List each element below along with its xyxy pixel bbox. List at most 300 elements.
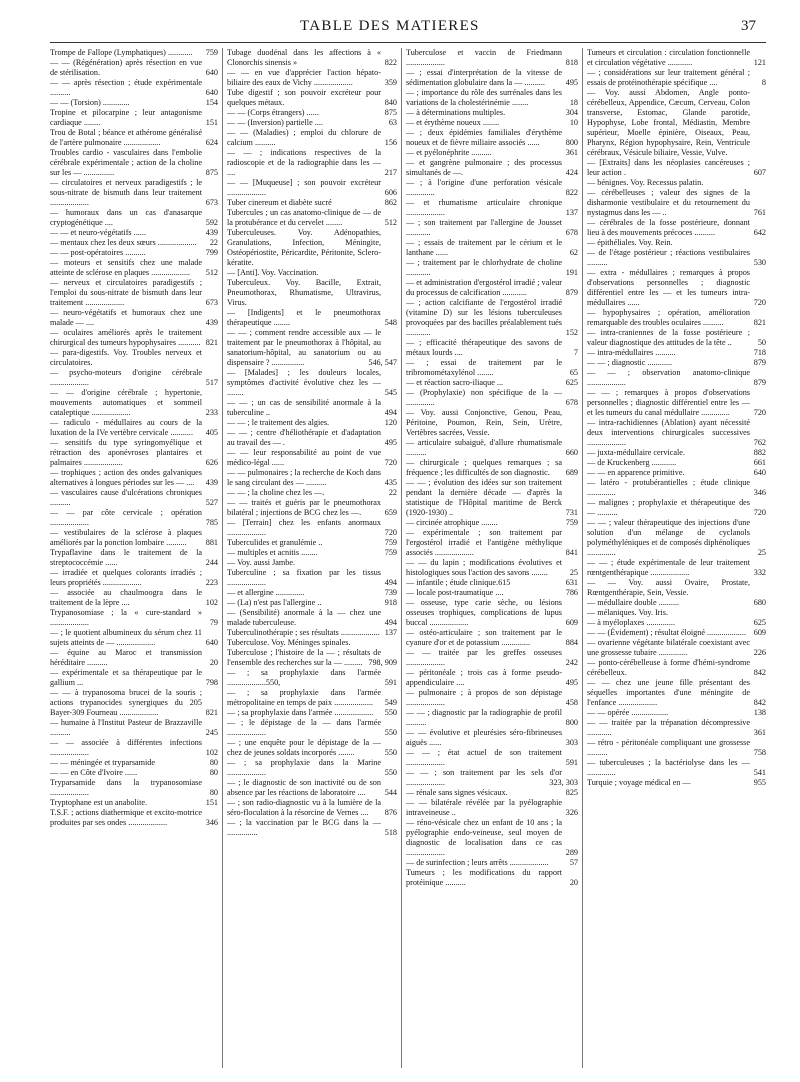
entry-page-number: 517 bbox=[205, 378, 218, 387]
entry-page-number: 289 bbox=[565, 848, 578, 857]
entry-page-number: 439 bbox=[205, 478, 218, 487]
index-entry bbox=[587, 738, 766, 758]
index-entry bbox=[227, 718, 397, 738]
entry-text: Tuberculose. Voy. Méninges spinales. bbox=[227, 638, 351, 647]
entry-text: — ; le diagnostic de son inactivité ou de son absence par les réactions de laboratoire .... bbox=[227, 778, 381, 797]
index-entry bbox=[50, 608, 218, 628]
index-entry bbox=[50, 508, 218, 528]
index-entry bbox=[50, 778, 218, 798]
entry-page-number: 822 bbox=[565, 188, 578, 197]
index-entry bbox=[406, 558, 578, 578]
entry-page-number: 18 bbox=[569, 98, 578, 107]
index-entry bbox=[587, 618, 766, 628]
entry-text: — circinée atrophique ........ bbox=[406, 518, 498, 527]
entry-page-number: 660 bbox=[565, 448, 578, 457]
index-entry bbox=[50, 548, 218, 568]
entry-page-number: 821 bbox=[205, 338, 218, 347]
entry-text: — mélaniques. Voy. Iris. bbox=[587, 608, 669, 617]
entry-text: — — chez une jeune fille présentant des séquelles importantes d'une méningite de l'enfance ................... bbox=[587, 678, 750, 707]
entry-text: — ; son radio-diagnostic vu à la lumière de la séro-floculation à la résorcine de Vernes .... bbox=[227, 798, 381, 817]
entry-page-number: 640 bbox=[205, 638, 218, 647]
entry-text: — ; son traitement par l'allergine de Jousset ............ bbox=[406, 218, 562, 237]
index-entry bbox=[227, 198, 397, 208]
index-entry bbox=[227, 328, 397, 368]
index-columns bbox=[50, 48, 766, 1073]
index-entry bbox=[406, 438, 578, 458]
entry-page-number: 759 bbox=[384, 548, 397, 557]
index-entry bbox=[406, 868, 578, 888]
index-column-4 bbox=[587, 48, 766, 1073]
entry-page-number: 818 bbox=[565, 58, 578, 67]
entry-text: — médullaire double .......... bbox=[587, 598, 680, 607]
index-entry bbox=[406, 788, 578, 798]
index-entry bbox=[227, 418, 397, 428]
index-entry bbox=[50, 328, 218, 348]
index-entry bbox=[50, 488, 218, 508]
entry-text: — — leur responsabilité au point de vue médico-légal ...... bbox=[227, 448, 381, 467]
index-entry bbox=[587, 158, 766, 178]
entry-page-number: 659 bbox=[384, 508, 397, 517]
index-entry bbox=[406, 158, 578, 178]
entry-text: — réno-vésicale chez un enfant de 10 ans ; la pyélographie endo-veineuse, seul moyen de diagnostic de localisation dans ce cas ................... bbox=[406, 818, 562, 857]
header-rule bbox=[50, 42, 766, 43]
entry-text: — — associée à différentes infections ................... bbox=[50, 738, 202, 757]
entry-text: — ; la vaccination par le BCG dans la — ............... bbox=[227, 818, 381, 837]
entry-text: Tuberculides et granulémie .. bbox=[227, 538, 323, 547]
index-entry bbox=[50, 468, 218, 488]
index-entry bbox=[227, 518, 397, 538]
index-entry bbox=[50, 178, 218, 208]
index-entry bbox=[50, 98, 218, 108]
entry-page-number: 152 bbox=[565, 328, 578, 337]
entry-text: — cérébelleuses ; valeur des signes de la disharmonie vestibulaire et du retournement du nystagmus dans les — .. bbox=[587, 188, 750, 217]
entry-page-number: 550 bbox=[384, 748, 397, 757]
index-entry bbox=[50, 388, 218, 418]
entry-page-number: 550 bbox=[384, 708, 397, 717]
entry-text: — — d'origine cérébrale ; hypertonie, mouvements automatiques et sommeil cataleptique ................... bbox=[50, 388, 202, 417]
entry-page-number: 512 bbox=[205, 268, 218, 277]
entry-text: — — (Évidement) ; résultat éloigné ................... bbox=[587, 628, 746, 637]
entry-text: — locale post-traumatique .... bbox=[406, 588, 504, 597]
entry-page-number: 138 bbox=[753, 708, 766, 717]
entry-page-number: 678 bbox=[565, 228, 578, 237]
entry-page-number: 20 bbox=[569, 878, 578, 887]
index-entry bbox=[406, 88, 578, 108]
entry-text: — ostéo-articulaire ; son traitement par le cyanure d'or et de potassium .............. bbox=[406, 628, 562, 647]
entry-text: — — en vue d'apprécier l'action hépato-biliaire des eaux de Vichy ................... bbox=[227, 68, 381, 87]
index-entry bbox=[406, 728, 578, 748]
entry-text: — — méningée et tryparsamide bbox=[50, 758, 156, 767]
entry-text: — — traitée par la trépanation décompressive ............ bbox=[587, 718, 750, 737]
column-divider bbox=[582, 48, 583, 1068]
index-entry bbox=[406, 588, 578, 598]
index-entry bbox=[406, 48, 578, 68]
entry-page-number: 137 bbox=[565, 208, 578, 217]
entry-text: Tuberculine ; sa fixation par les tissus ................... bbox=[227, 568, 381, 587]
entry-text: Trypaflavine dans le traitement de la streptococcémie ...... bbox=[50, 548, 202, 567]
index-entry bbox=[50, 228, 218, 238]
index-entry bbox=[406, 688, 578, 708]
entry-page-number: 550 bbox=[384, 768, 397, 777]
entry-page-number: 720 bbox=[384, 458, 397, 467]
entry-text: — et pyélonéphrite .......... bbox=[406, 148, 492, 157]
entry-text: — — (Régénération) après résection en vue de stérilisation. bbox=[50, 58, 202, 77]
entry-text: — — (Corps étrangers) ...... bbox=[227, 108, 319, 117]
index-entry bbox=[587, 638, 766, 658]
entry-text: — juxta-médullaire cervicale. bbox=[587, 448, 685, 457]
entry-text: — péritonéale ; trois cas à forme pseudo-appendiculaire .... bbox=[406, 668, 562, 687]
entry-page-number: 785 bbox=[205, 518, 218, 527]
index-entry bbox=[227, 638, 397, 648]
index-entry bbox=[227, 588, 397, 598]
entry-page-number: 786 bbox=[565, 588, 578, 597]
index-entry bbox=[227, 68, 397, 88]
entry-text: — — [Muqueuse] ; son pouvoir excréteur ................... bbox=[227, 178, 381, 197]
entry-text: — pulmonaire ; à propos de son dépistage ................... bbox=[406, 688, 562, 707]
entry-text: — expérimentale ; son traitement par l'ergostérol irradié et l'antigène méthylique associés ................... bbox=[406, 528, 562, 557]
index-entry bbox=[227, 598, 397, 608]
index-column-2 bbox=[227, 48, 397, 1073]
index-entry bbox=[50, 688, 218, 718]
entry-text: — (Prophylaxie) non spécifique de la — .............. bbox=[406, 388, 562, 407]
index-entry bbox=[406, 378, 578, 388]
entry-page-number: 544 bbox=[384, 788, 397, 797]
index-entry bbox=[50, 568, 218, 588]
index-entry bbox=[50, 628, 218, 648]
entry-page-number: 822 bbox=[384, 58, 397, 67]
index-entry bbox=[406, 108, 578, 118]
entry-page-number: 80 bbox=[209, 758, 218, 767]
entry-page-number: 527 bbox=[205, 498, 218, 507]
index-entry bbox=[227, 428, 397, 448]
entry-page-number: 154 bbox=[205, 98, 218, 107]
entry-page-number: 631 bbox=[565, 578, 578, 587]
entry-text: — ; essai de traitement par le tribromométaxylénol ........ bbox=[406, 358, 562, 377]
entry-page-number: 759 bbox=[384, 538, 397, 547]
entry-page-number: 955 bbox=[753, 778, 766, 787]
entry-page-number: 876 bbox=[384, 808, 397, 817]
index-entry bbox=[227, 538, 397, 548]
index-entry bbox=[50, 758, 218, 768]
entry-text: — oculaires améliorés après le traitement chirurgical des tumeurs hypophysaires ........... bbox=[50, 328, 202, 347]
entry-page-number: 759 bbox=[565, 518, 578, 527]
index-entry bbox=[406, 278, 578, 298]
entry-text: — — ; diagnostic par la radiographie de profil .......... bbox=[406, 708, 562, 727]
index-entry bbox=[50, 48, 218, 58]
entry-page-number: 156 bbox=[384, 138, 397, 147]
entry-page-number: 840 bbox=[384, 98, 397, 107]
index-entry bbox=[227, 148, 397, 178]
index-entry bbox=[227, 118, 397, 128]
entry-text: Tube digestif ; son pouvoir excréteur pour quelques métaux. bbox=[227, 88, 381, 107]
entry-text: Trou de Botal ; béance et athérome généralisé de l'artère pulmonaire .................. bbox=[50, 128, 202, 147]
entry-page-number: 821 bbox=[753, 318, 766, 327]
entry-page-number: 731 bbox=[565, 508, 578, 517]
entry-text: — [Anti]. Voy. Vaccination. bbox=[227, 268, 319, 277]
entry-text: — humaine à l'Institut Pasteur de Brazzaville .......... bbox=[50, 718, 202, 737]
entry-text: — bénignes. Voy. Recessus palatin. bbox=[587, 178, 704, 187]
entry-page-number: 882 bbox=[753, 448, 766, 457]
entry-page-number: 875 bbox=[205, 168, 218, 177]
entry-page-number: 151 bbox=[205, 798, 218, 807]
entry-text: — latéro - protubérantielles ; étude clinique .............. bbox=[587, 478, 750, 497]
entry-text: — intra-rachidiennes (Ablation) ayant nécessité deux interventions chirurgicales successives ................... bbox=[587, 418, 750, 447]
entry-page-number: 548 bbox=[384, 318, 397, 327]
entry-page-number: 226 bbox=[753, 648, 766, 657]
entry-text: — — ; valeur thérapeutique des injections d'une solution d'un mélange de cyclanols polyméthyléniques et de composés diphénoliques .............. bbox=[587, 518, 750, 557]
index-entry bbox=[587, 178, 766, 188]
index-entry bbox=[587, 658, 766, 678]
entry-page-number: 22 bbox=[388, 488, 397, 497]
entry-text: — et réaction sacro-iliaque ... bbox=[406, 378, 504, 387]
index-entry bbox=[406, 528, 578, 558]
index-entry bbox=[406, 258, 578, 278]
entry-page-number: 121 bbox=[753, 58, 766, 67]
index-entry bbox=[50, 208, 218, 228]
entry-page-number: 761 bbox=[753, 208, 766, 217]
entry-page-number: 439 bbox=[205, 228, 218, 237]
entry-page-number: 841 bbox=[565, 548, 578, 557]
index-entry bbox=[227, 268, 397, 278]
entry-page-number: 879 bbox=[753, 378, 766, 387]
entry-text: — Voy. aussi Conjonctive, Genou, Peau, Péritoine, Poumon, Rein, Sein, Urètre, Vertèbres sacrées, Vessie. bbox=[406, 408, 562, 437]
entry-text: Tubage duodénal dans les affections à « Clonorchis sinensis » bbox=[227, 48, 381, 67]
entry-page-number: 758 bbox=[753, 748, 766, 757]
entry-page-number: 673 bbox=[205, 198, 218, 207]
entry-page-number: 120 bbox=[384, 418, 397, 427]
entry-text: — — bilatérale révélée par la pyélographie intraveineuse .. bbox=[406, 798, 562, 817]
entry-page-number: 65 bbox=[569, 368, 578, 377]
index-entry bbox=[227, 628, 397, 638]
index-entry bbox=[587, 348, 766, 358]
entry-text: — et administration d'ergostérol irradié ; valeur du processus de calcification ............ bbox=[406, 278, 562, 297]
entry-text: — — à trypanosoma brucei de la souris ; actions trypanocides synergiques du 205 Bayer-309 Fourneau ................... bbox=[50, 688, 202, 717]
index-entry bbox=[227, 178, 397, 198]
index-entry bbox=[406, 388, 578, 408]
index-entry bbox=[587, 448, 766, 458]
entry-text: — de Kruckenberg ............ bbox=[587, 458, 677, 467]
entry-text: — équine au Maroc et transmission héréditaire .......... bbox=[50, 648, 202, 667]
index-entry bbox=[227, 558, 397, 568]
index-entry bbox=[50, 148, 218, 178]
entry-page-number: 458 bbox=[565, 698, 578, 707]
entry-page-number: 720 bbox=[753, 508, 766, 517]
entry-text: — — ; comment rendre accessible aux — le traitement par le pneumothorax à l'hôpital, au sanatorium-hôpital, au sanatorium ou au dispensaire ? ................ bbox=[227, 328, 381, 367]
entry-page-number: 875 bbox=[384, 108, 397, 117]
index-entry bbox=[406, 708, 578, 728]
index-entry bbox=[587, 758, 766, 778]
entry-text: Tubercules ; un cas anatomo-clinique de — de la protubérance et du cervelet ........ bbox=[227, 208, 381, 227]
entry-text: — — opérée .................. bbox=[587, 708, 669, 717]
index-entry bbox=[50, 258, 218, 278]
index-entry bbox=[406, 748, 578, 768]
entry-text: — psycho-moteurs d'origine cérébrale ................... bbox=[50, 368, 202, 387]
index-entry bbox=[50, 108, 218, 128]
index-entry bbox=[227, 448, 397, 468]
entry-text: Tropine et pilocarpine ; leur antagonisme cardiaque ........ bbox=[50, 108, 202, 127]
entry-page-number: 799 bbox=[205, 248, 218, 257]
entry-text: — — ; remarques à propos d'observations personnelles ; diagnostic différentiel entre les — et les tumeurs du canal médullaire .............. bbox=[587, 388, 750, 417]
entry-text: — articulaire subaiguë, d'allure rhumatismale .......... bbox=[406, 438, 562, 457]
index-entry bbox=[227, 488, 397, 498]
entry-text: — ; essais de traitement par le cérium et le lanthane ...... bbox=[406, 238, 562, 257]
entry-text: — [Terrain] chez les enfants anormaux ................... bbox=[227, 518, 381, 537]
entry-text: — et rhumatisme articulaire chronique ................... bbox=[406, 198, 562, 217]
index-entry bbox=[227, 608, 397, 628]
entry-page-number: 680 bbox=[753, 598, 766, 607]
index-entry bbox=[50, 238, 218, 248]
entry-page-number: 640 bbox=[205, 88, 218, 97]
index-entry bbox=[50, 668, 218, 688]
index-entry bbox=[587, 628, 766, 638]
entry-page-number: 718 bbox=[753, 348, 766, 357]
entry-text: — — traités et guéris par le pneumothorax bilatéral ; injections de BCG chez les —. bbox=[227, 498, 381, 517]
entry-text: — — en Côte d'Ivoire ...... bbox=[50, 768, 138, 777]
entry-text: — — ; évolution des idées sur son traitement pendant la dernière décade — d'après la statistique de l'Hôpital maritime de Berck (1920-1930) .. bbox=[406, 478, 562, 517]
entry-page-number: 405 bbox=[205, 428, 218, 437]
index-entry bbox=[227, 778, 397, 798]
entry-text: Troubles cardio - vasculaires dans l'embolie cérébrale expérimentale ; action de la choline sur les — ............... bbox=[50, 148, 202, 177]
entry-text: — ponto-cérébelleuse à forme d'hémi-syndrome cérébelleux. bbox=[587, 658, 750, 677]
entry-page-number: 759 bbox=[205, 48, 218, 57]
entry-page-number: 102 bbox=[205, 748, 218, 757]
entry-page-number: 530 bbox=[753, 258, 766, 267]
entry-page-number: 673 bbox=[205, 298, 218, 307]
entry-text: — ; efficacité thérapeutique des savons de métaux lourds .... bbox=[406, 338, 562, 357]
entry-page-number: 762 bbox=[753, 438, 766, 447]
entry-page-number: 7 bbox=[573, 348, 578, 357]
entry-page-number: 609 bbox=[753, 628, 766, 637]
index-entry bbox=[227, 278, 397, 308]
entry-page-number: 798 bbox=[205, 678, 218, 687]
entry-text: — ; deux épidémies familiales d'érythème noueux et de fièvre miliaire associés ...... bbox=[406, 128, 562, 147]
entry-text: — ovarienne végétante bilatérale coexistant avec une grossesse tubaire .............. bbox=[587, 638, 750, 657]
entry-text: — — évolutive et pleurésies séro-fibrineuses aiguës ...... bbox=[406, 728, 562, 747]
entry-text: — infantile ; étude clinique.615 bbox=[406, 578, 511, 587]
entry-text: T.S.F. ; actions diathermique et excito-motrice produites par ses ondes ................... bbox=[50, 808, 202, 827]
entry-text: Tuberculeuses. Voy. Adénopathies, Granulations, Infection, Méningite, Ostéopériostite, Péricardite, Péritonite, Sclero-kératite. bbox=[227, 228, 381, 267]
entry-page-number: 640 bbox=[753, 468, 766, 477]
entry-text: — ; le dépistage de la — dans l'armée ................... bbox=[227, 718, 381, 737]
entry-text: — de l'étage postérieur ; réactions vestibulaires .......... bbox=[587, 248, 750, 267]
entry-page-number: 495 bbox=[384, 438, 397, 447]
entry-page-number: 678 bbox=[565, 398, 578, 407]
entry-text: — — post-opératoires .......... bbox=[50, 248, 146, 257]
running-title: TABLE DES MATIERES bbox=[300, 18, 480, 34]
entry-text: Tuberculose ; l'histoire de la — ; résultats de l'ensemble des recherches sur la — ......... bbox=[227, 648, 381, 667]
index-entry bbox=[227, 568, 397, 588]
entry-page-number: 102 bbox=[205, 598, 218, 607]
entry-text: — — et neuro-végétatifs ...... bbox=[50, 228, 146, 237]
entry-text: Turquie ; voyage médical en — bbox=[587, 778, 691, 787]
entry-text: — (Sensibilité) anormale à la — chez une malade tuberculeuse. bbox=[227, 608, 381, 627]
entry-page-number: 80 bbox=[209, 788, 218, 797]
entry-page-number: 494 bbox=[384, 578, 397, 587]
index-entry bbox=[587, 248, 766, 268]
entry-page-number: 591 bbox=[384, 678, 397, 687]
entry-page-number: 606 bbox=[384, 188, 397, 197]
index-entry bbox=[227, 128, 397, 148]
entry-text: — (La) n'est pas l'allergine .. bbox=[227, 598, 322, 607]
entry-text: — mentaux chez les deux sœurs ................... bbox=[50, 238, 197, 247]
entry-page-number: 607 bbox=[753, 168, 766, 177]
index-entry bbox=[406, 518, 578, 528]
index-entry bbox=[227, 228, 397, 268]
index-entry bbox=[50, 738, 218, 758]
index-entry bbox=[587, 68, 766, 88]
index-entry bbox=[406, 668, 578, 688]
index-entry bbox=[587, 458, 766, 468]
entry-page-number: 661 bbox=[753, 458, 766, 467]
index-entry bbox=[227, 48, 397, 68]
entry-text: — humoraux dans un cas d'anasarque cryptogénétique .... bbox=[50, 208, 202, 227]
index-entry bbox=[587, 308, 766, 328]
index-entry bbox=[50, 768, 218, 778]
index-entry bbox=[406, 218, 578, 238]
index-entry bbox=[406, 648, 578, 668]
entry-page-number: 10 bbox=[569, 118, 578, 127]
index-entry bbox=[587, 498, 766, 518]
entry-page-number: 332 bbox=[753, 568, 766, 577]
index-entry bbox=[406, 358, 578, 378]
entry-page-number: 821 bbox=[205, 708, 218, 717]
entry-text: — — ; diagnostic ............ bbox=[587, 358, 673, 367]
entry-page-number: 8 bbox=[761, 78, 766, 87]
entry-page-number: 642 bbox=[753, 228, 766, 237]
index-entry bbox=[50, 718, 218, 738]
index-entry bbox=[227, 668, 397, 688]
entry-text: — — (Torsion) ............. bbox=[50, 98, 130, 107]
entry-page-number: 625 bbox=[753, 618, 766, 627]
index-entry bbox=[406, 798, 578, 818]
index-entry bbox=[587, 238, 766, 248]
entry-text: — — ; observation anatomo-clinique ................... bbox=[587, 368, 750, 387]
index-entry bbox=[227, 648, 397, 668]
entry-page-number: 22 bbox=[209, 238, 218, 247]
entry-text: — ; le quotient albumineux du sérum chez 11 sujets atteints de — ................... bbox=[50, 628, 202, 647]
index-entry bbox=[50, 418, 218, 438]
index-entry bbox=[50, 648, 218, 668]
entry-text: — — traitée par les greffes osseuses ................... bbox=[406, 648, 562, 667]
entry-page-number: 884 bbox=[565, 638, 578, 647]
entry-text: — rénale sans signes vésicaux. bbox=[406, 788, 508, 797]
entry-page-number: 137 bbox=[384, 628, 397, 637]
index-entry bbox=[587, 558, 766, 578]
entry-page-number: 151 bbox=[205, 118, 218, 127]
entry-page-number: 591 bbox=[565, 758, 578, 767]
entry-text: — ; sa prophylaxie dans l'armée métropolitaine en temps de paix ................... bbox=[227, 688, 381, 707]
entry-text: — — par côte cervicale ; opération ................... bbox=[50, 508, 202, 527]
entry-text: — ; sa prophylaxie dans la Marine ................... bbox=[227, 758, 381, 777]
entry-page-number: 233 bbox=[205, 408, 218, 417]
entry-text: — vestibulaires de la sclérose à plaques améliorés par la ponction lombaire .......... bbox=[50, 528, 202, 547]
index-entry bbox=[406, 298, 578, 338]
index-entry bbox=[587, 708, 766, 718]
entry-text: — vasculaires cause d'ulcérations chroniques .......... bbox=[50, 488, 202, 507]
entry-page-number: 346 bbox=[753, 488, 766, 497]
entry-page-number: 323, 303 bbox=[549, 778, 578, 787]
entry-text: Tuberculinothérapie ; ses résultats ................... bbox=[227, 628, 380, 637]
entry-text: — moteurs et sensitifs chez une malade atteinte de sclérose en plaques ................... bbox=[50, 258, 202, 277]
entry-text: — ; importance du rôle des surrénales dans les variations de la cholestérinémie ........ bbox=[406, 88, 562, 107]
entry-page-number: 842 bbox=[753, 698, 766, 707]
entry-page-number: 359 bbox=[384, 78, 397, 87]
entry-text: Tuberculeux. Voy. Bacille, Extrait, Pneumothorax, Rhumatisme, Ultravirus, Virus. bbox=[227, 278, 381, 307]
index-entry bbox=[50, 348, 218, 368]
entry-text: — cérébrales de la fosse postérieure, donnant lieu à des mouvements précoces .......... bbox=[587, 218, 750, 237]
entry-text: — — ; un cas de sensibilité anormale à la tuberculine .. bbox=[227, 398, 381, 417]
entry-text: — — du lapin ; modifications évolutives et histologiques sous l'action des savons ........ bbox=[406, 558, 562, 577]
